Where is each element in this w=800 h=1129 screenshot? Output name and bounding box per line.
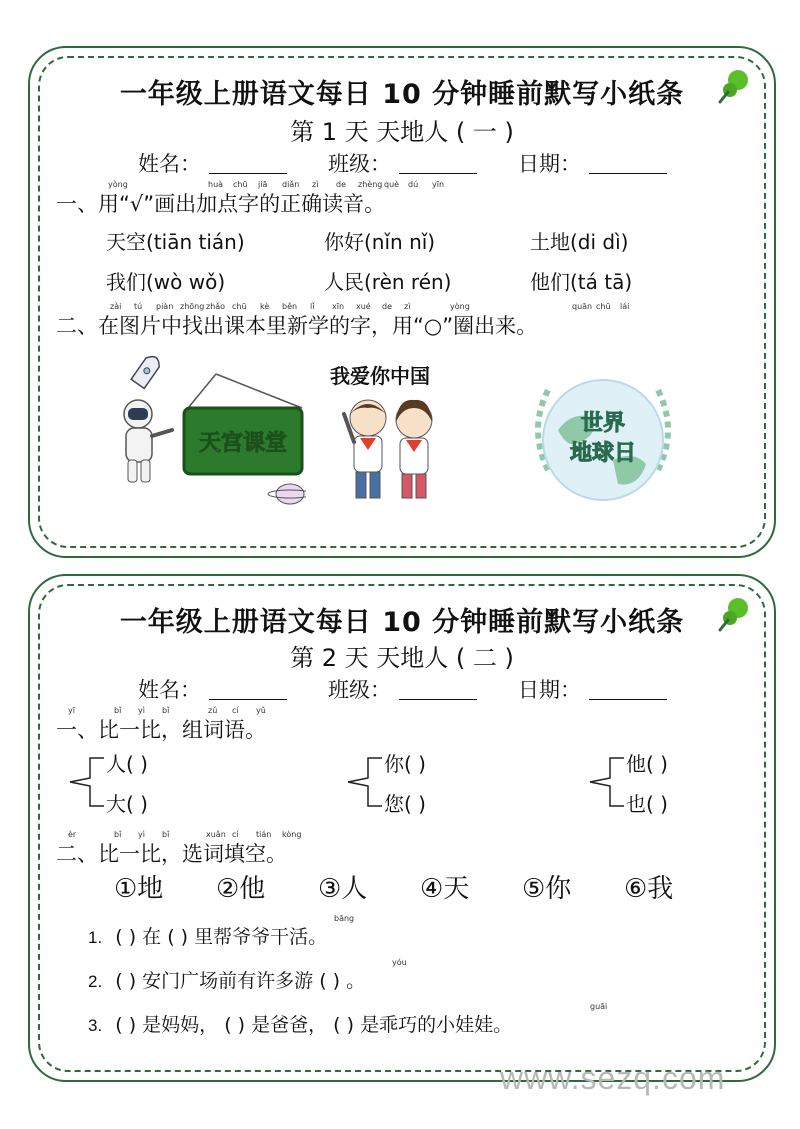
date-blank[interactable] <box>589 173 667 174</box>
sentence-text: ( ) 是妈妈， ( ) 是爸爸， ( ) 是乖巧的小娃娃。 <box>115 1014 513 1036</box>
pinyin-choice-item[interactable]: 土地(di dì) <box>530 230 629 254</box>
picture-text-tiangong: 天宫课堂 <box>198 431 288 456</box>
sentence-number: 3. <box>88 1016 103 1035</box>
question-2-prompt: 二、在图片中找出课本里新学的字，用“○”圈出来。 <box>56 314 538 338</box>
fill-sentence[interactable] <box>88 1010 512 1037</box>
pinyin-choice-item[interactable]: 他们(tá tā) <box>530 270 633 294</box>
astronaut-picture[interactable] <box>106 352 306 512</box>
name-blank[interactable] <box>209 173 287 174</box>
date-blank[interactable] <box>589 699 667 700</box>
class-label: 班级： <box>328 152 391 176</box>
name-blank[interactable] <box>209 699 287 700</box>
pinyin-choice-item[interactable]: 人民(rèn rén) <box>324 270 452 294</box>
picture-text-earth-day: 地球日 <box>569 441 637 466</box>
card-title: 一年级上册语文每日 10 分钟睡前默写小纸条 <box>119 79 685 110</box>
sentence-number: 2. <box>88 972 103 991</box>
name-label: 姓名： <box>138 152 201 176</box>
picture-text-world: 世界 <box>580 411 626 436</box>
card-subtitle: 第 1 天 天地人 ( 一 ) <box>290 118 514 146</box>
card-subtitle: 第 2 天 天地人 ( 二 ) <box>290 644 514 672</box>
class-field[interactable] <box>328 148 477 178</box>
sentence-text: ( ) 安门广场前有许多游 ( ) 。 <box>115 970 366 992</box>
pinyin-annotation: guāi <box>590 1002 608 1011</box>
pinyin-choice-item[interactable]: 你好(nǐn nǐ) <box>324 230 436 254</box>
fill-sentence[interactable] <box>88 922 327 949</box>
option-item[interactable]: ⑤你 <box>522 874 572 904</box>
compose-word-item[interactable]: 大( ) <box>106 792 148 816</box>
pushpin-icon <box>716 68 750 106</box>
date-field[interactable] <box>518 674 667 704</box>
compose-word-item[interactable]: 也( ) <box>626 792 668 816</box>
question-1-prompt: 一、比一比，组词语。 <box>56 718 266 742</box>
name-label: 姓名： <box>138 678 201 702</box>
bracket-icon <box>586 754 626 810</box>
card-day-2: 一年级上册语文每日 10 分钟睡前默写小纸条 第 2 天 天地人 ( 二 ) 姓名： 班级： 日期： yī bǐ yì bǐ zǔ cí yǔ 一、比一比，组词语。 人( ) 大( ) 你( ) 您( ) 他( ) 也( ) èr bǐ yì bǐ xuǎn cí tián kòng 二、比一比，选词填空。 ①地 ②他 ③人 ④天 ⑤你 ⑥我 bāng 1. ( ) 在 ( ) 里帮爷爷干活。 yóu 2. ( ) 安门广场前有许多游 ( ) 。 guāi 3. ( ) 是妈妈， ( ) 是爸爸， ( ) 是乖巧的小娃娃。 <box>28 574 776 1082</box>
compose-word-item[interactable]: 您( ) <box>384 792 426 816</box>
pinyin-choice-item[interactable]: 我们(wò wǒ) <box>106 270 226 294</box>
pinyin-annotation: yóu <box>392 958 407 967</box>
question-2-prompt: 二、比一比，选词填空。 <box>56 842 287 866</box>
bracket-icon <box>66 754 106 810</box>
pushpin-icon <box>716 596 750 634</box>
option-item[interactable]: ⑥我 <box>624 874 674 904</box>
card-day-1: 一年级上册语文每日 10 分钟睡前默写小纸条 第 1 天 天地人 ( 一 ) 姓名： 班级： 日期： yòng huà chū jiā diǎn zì de zhèng què dú yīn 一、用“√”画出加点字的正确读音。 天空(tiān tián) 你好(nǐn nǐ) 土地(di dì) 我们(wò wǒ) 人民(rèn rén) 他们(tá tā) zài tú piàn zhōng zhǎo chū kè běn lǐ xīn xué de zì yòng quān chū lái 二、在图片中找出课本里新学的字，用“○”圈出来。 天宫课堂 我爱你中国 世界 地球日 <box>28 46 776 558</box>
bracket-icon <box>344 754 384 810</box>
fill-sentence[interactable] <box>88 966 365 993</box>
pinyin-choice-item[interactable]: 天空(tiān tián) <box>106 230 245 254</box>
date-field[interactable] <box>518 148 667 178</box>
option-item[interactable]: ②他 <box>216 874 266 904</box>
compose-word-item[interactable]: 他( ) <box>626 752 668 776</box>
question-1-prompt: 一、用“√”画出加点字的正确读音。 <box>56 192 386 216</box>
watermark: www.sezq.com <box>500 1060 726 1096</box>
sentence-text: ( ) 在 ( ) 里帮爷爷干活。 <box>115 926 328 948</box>
name-field[interactable] <box>138 674 287 704</box>
option-item[interactable]: ③人 <box>318 874 368 904</box>
compose-word-item[interactable]: 你( ) <box>384 752 426 776</box>
earth-picture[interactable] <box>518 360 688 520</box>
class-label: 班级： <box>328 678 391 702</box>
card-title: 一年级上册语文每日 10 分钟睡前默写小纸条 <box>119 607 685 638</box>
picture-text-china: 我爱你中国 <box>330 364 430 388</box>
date-label: 日期： <box>518 152 581 176</box>
option-item[interactable]: ④天 <box>420 874 470 904</box>
pinyin-annotation: bāng <box>334 914 355 923</box>
class-blank[interactable] <box>399 173 477 174</box>
compose-word-item[interactable]: 人( ) <box>106 752 148 776</box>
option-item[interactable]: ①地 <box>114 874 164 904</box>
date-label: 日期： <box>518 678 581 702</box>
children-picture[interactable] <box>330 392 450 512</box>
name-field[interactable] <box>138 148 287 178</box>
class-field[interactable] <box>328 674 477 704</box>
sentence-number: 1. <box>88 928 103 947</box>
class-blank[interactable] <box>399 699 477 700</box>
